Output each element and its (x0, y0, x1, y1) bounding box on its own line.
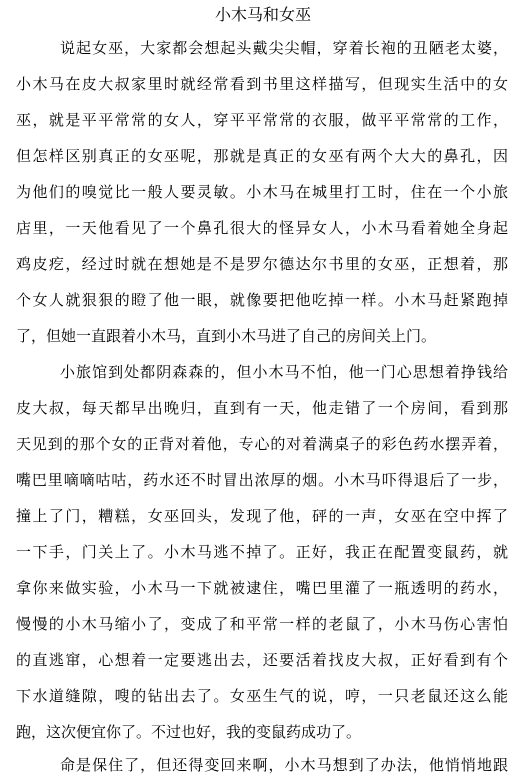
text-line: 慢慢的小木马缩小了，变成了和平常一样的老鼠了，小木马伤心害怕 (16, 615, 508, 633)
text-line: 小木马在皮大叔家里时就经常看到书里这样描写，但现实生活中的女 (16, 75, 508, 93)
text-line: 鸡皮疙，经过时就在想她是不是罗尔德达尔书里的女巫，正想着，那 (16, 255, 508, 273)
text-line: 拿你来做实验，小木马一下就被逮住，嘴巴里灌了一瓶透明的药水， (16, 579, 508, 597)
text-line: 跑，这次便宜你了。不过也好，我的变鼠药成功了。 (16, 723, 362, 741)
text-line: 嘴巴里嘀嘀咕咕，药水还不时冒出浓厚的烟。小木马吓得退后了一步， (16, 471, 508, 489)
text-line: 为他们的嗅觉比一般人要灵敏。小木马在城里打工时，住在一个小旅 (16, 183, 508, 201)
text-line: 个女人就狠狠的瞪了他一眼，就像要把他吃掉一样。小木马赶紧跑掉 (16, 291, 508, 309)
text-line: 皮大叔，每天都早出晚归，直到有一天，他走错了一个房间，看到那 (16, 399, 508, 417)
text-line: 下水道缝隙，嗖的钻出去了。女巫生气的说，哼，一只老鼠还这么能 (16, 687, 508, 705)
text-line: 了，但她一直跟着小木马，直到小木马进了自己的房间关上门。 (16, 327, 437, 345)
text-line: 撞上了门，糟糕，女巫回头，发现了他，砰的一声，女巫在空中挥了 (16, 507, 508, 525)
text-line: 巫，就是平平常常的女人，穿平平常常的衣服，做平平常常的工作， (16, 111, 508, 129)
text-line: 说起女巫，大家都会想起头戴尖尖帽，穿着长袍的丑陋老太婆， (60, 39, 508, 57)
text-line: 一下手，门关上了。小木马逃不掉了。正好，我正在配置变鼠药，就 (16, 543, 508, 561)
text-line: 但怎样区别真正的女巫呢，那就是真正的女巫有两个大大的鼻孔，因 (16, 147, 508, 165)
text-line: 店里，一天他看见了一个鼻孔很大的怪异女人，小木马看着她全身起 (16, 219, 508, 237)
text-line: 命是保住了，但还得变回来啊，小木马想到了办法，他悄悄地跟 (60, 756, 508, 774)
text-line: 天见到的那个女的正背对着他，专心的对着满桌子的彩色药水摆弄着， (16, 435, 508, 453)
article-title: 小木马和女巫 (214, 5, 311, 24)
text-line: 的直逃窜，心想着一定要逃出去，还要活着找皮大叔，正好看到有个 (16, 651, 508, 669)
text-line: 小旅馆到处都阴森森的，但小木马不怕，他一门心思想着挣钱给 (60, 363, 508, 381)
